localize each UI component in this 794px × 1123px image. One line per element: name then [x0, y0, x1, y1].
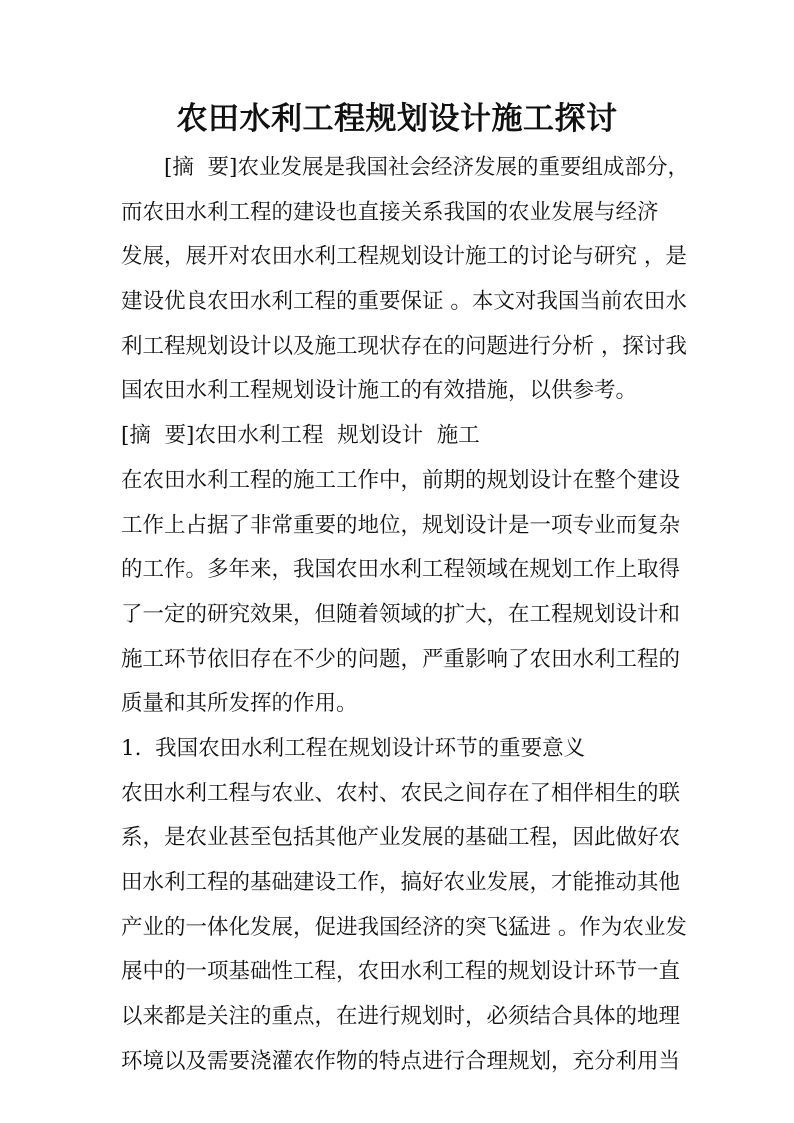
document-body: [121, 146, 689, 1084]
keywords-line: [摘 要]农田水利工程 规划设计 施工: [121, 423, 480, 449]
paragraph-line: 系，是农业甚至包括其他产业发展的基础工程，因此做好农: [121, 825, 681, 851]
abstract-line: 发展，展开对农田水利工程规划设计施工的讨论与研究 ，是: [121, 244, 687, 270]
paragraph-line: 农田水利工程与农业、农村、农民之间存在了相伴相生的联: [121, 780, 681, 806]
paragraph-line: 展中的一项基础性工程，农田水利工程的规划设计环节一直: [121, 959, 681, 985]
abstract-line: 利工程规划设计以及施工现状存在的问题进行分析 ，探讨我: [121, 333, 687, 359]
paragraph-line: 以来都是关注的重点，在进行规划时，必须结合具体的地理: [121, 1004, 681, 1030]
abstract-line: [摘 要]农业发展是我国社会经济发展的重要组成部分，: [164, 155, 689, 180]
paragraph-line: 在农田水利工程的施工工作中，前期的规划设计在整个建设: [121, 467, 681, 493]
paragraph-line: 田水利工程的基础建设工作，搞好农业发展，才能推动其他: [121, 870, 681, 895]
document-title: 农田水利工程规划设计施工探讨: [176, 101, 618, 137]
paragraph-line: 的工作。多年来，我国农田水利工程领域在规划工作上取得: [121, 557, 681, 583]
paragraph-line: 产业的一体化发展，促进我国经济的突飞猛进 。作为农业发: [121, 914, 687, 940]
paragraph-line: 施工环节依旧存在不少的问题，严重影响了农田水利工程的: [121, 646, 681, 672]
abstract-line: 建设优良农田水利工程的重要保证 。本文对我国当前农田水: [121, 289, 687, 315]
paragraph-line: 工作上占据了非常重要的地位，规划设计是一项专业而复杂: [121, 512, 681, 538]
paragraph-line: 环境以及需要浇灌农作物的特点进行合理规划，充分利用当: [121, 1048, 681, 1074]
abstract-line: 国农田水利工程规划设计施工的有效措施，以供参考。: [121, 378, 638, 404]
paragraph-line: 质量和其所发挥的作用。: [121, 691, 358, 717]
section-heading: 1. 我国农田水利工程在规划设计环节的重要意义: [121, 735, 586, 761]
abstract-line: 而农田水利工程的建设也直接关系我国的农业发展与经济: [121, 199, 659, 225]
paragraph-line: 了一定的研究效果，但随着领域的扩大，在工程规划设计和: [121, 601, 681, 627]
